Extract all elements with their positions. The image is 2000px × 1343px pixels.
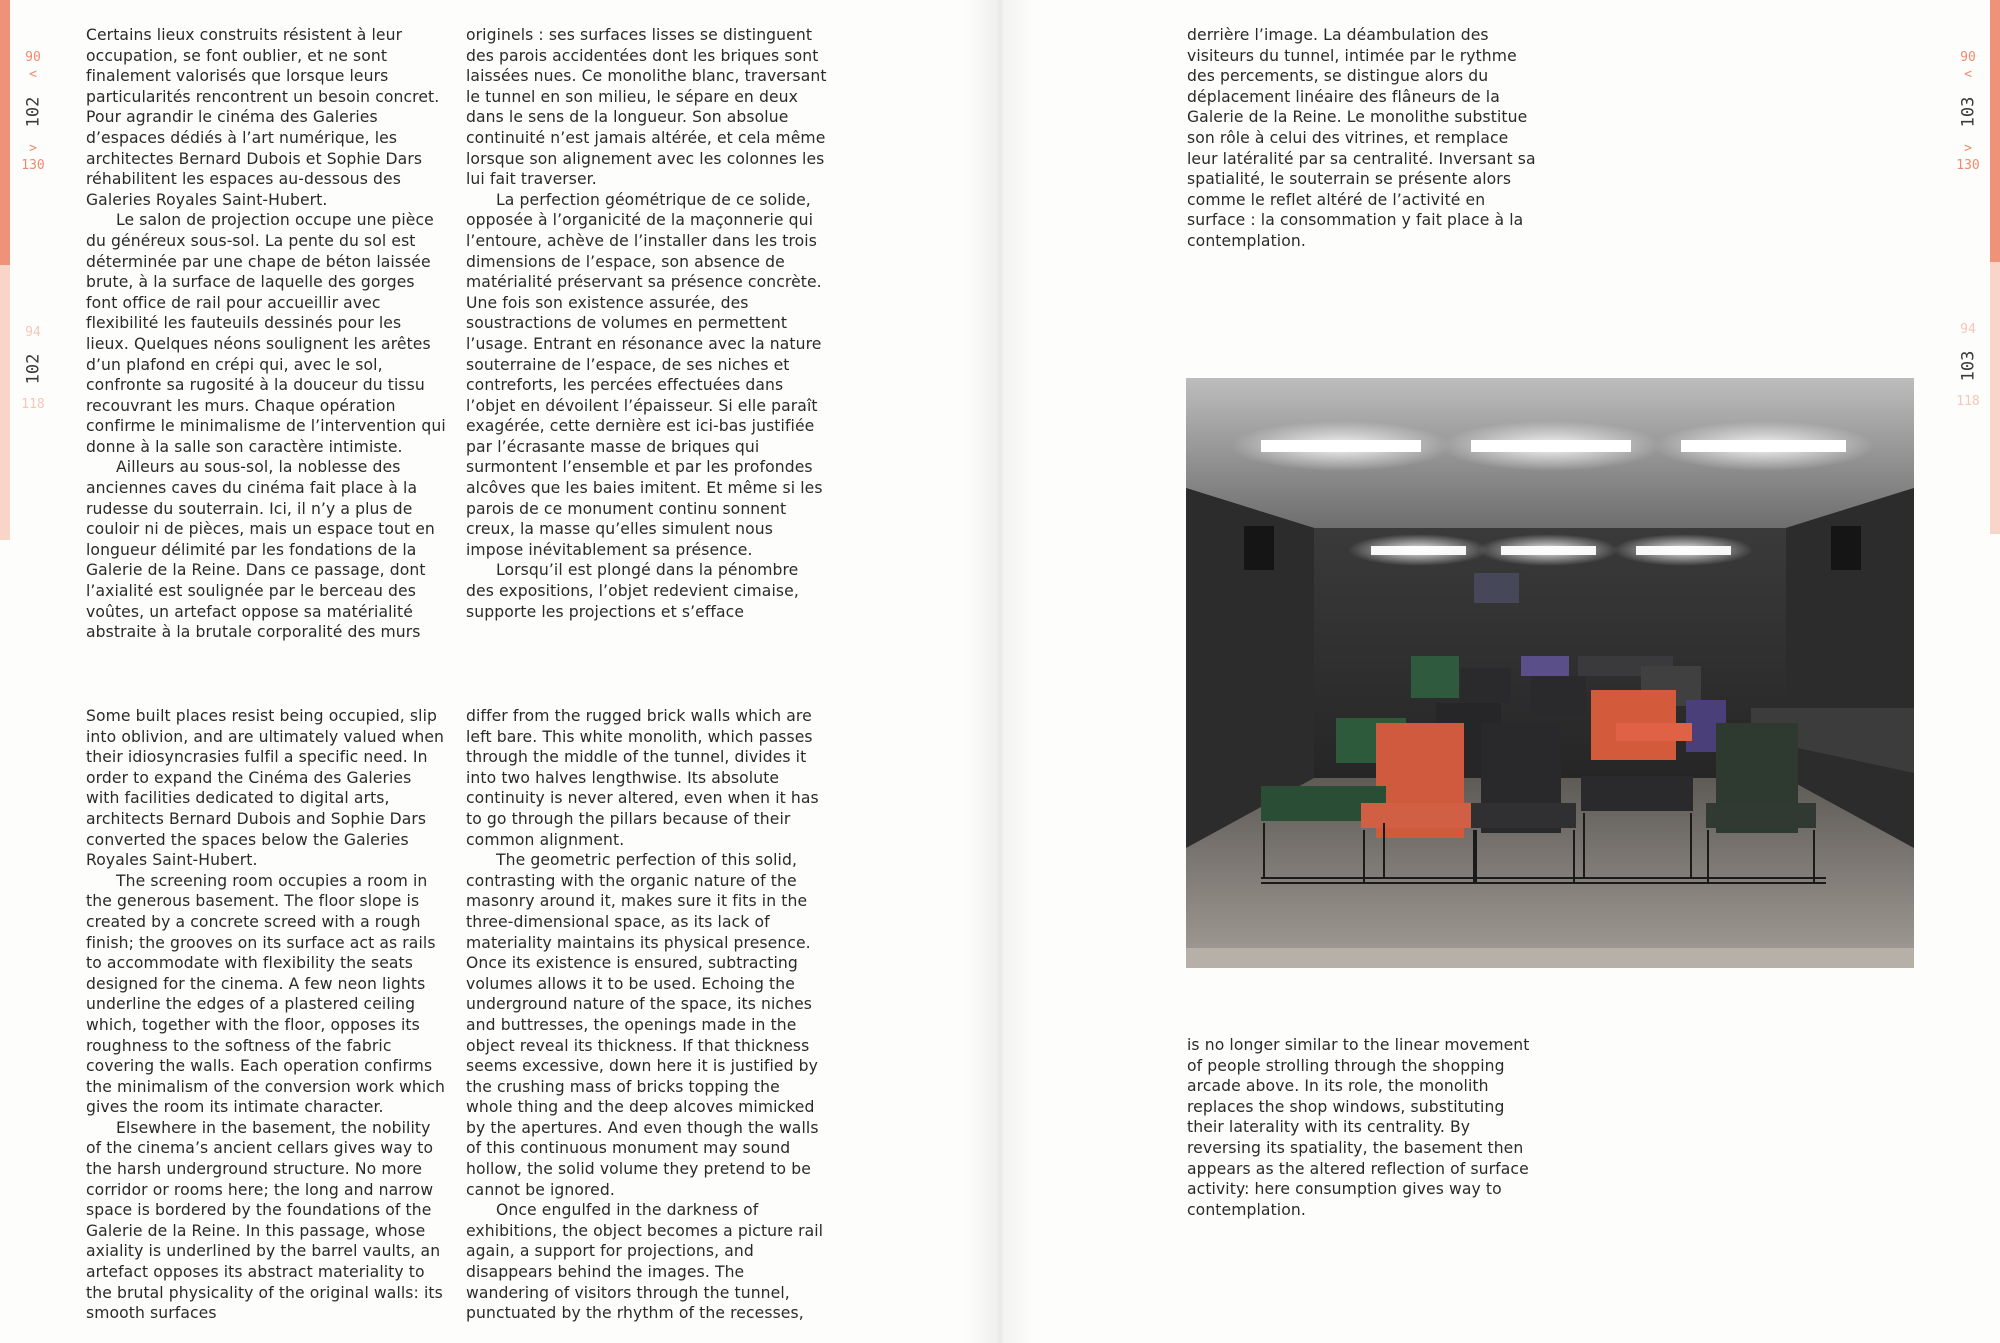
english-column-1 <box>86 706 446 1324</box>
folio-faint-prev: 94 <box>25 325 41 340</box>
paragraph: differ from the rugged brick walls which are left bare. This white monolith, which passes through the middle of the tunnel, divides it into two halves lengthwise. Its absolute continuity is never altered, even when it has to go through the pillars because of their common alignment. <box>466 707 819 849</box>
folio-faint-next: 118 <box>21 397 45 412</box>
folio-prev-arrow: < <box>29 67 37 82</box>
paragraph: The screening room occupies a room in the generous basement. The floor slope is created by a concrete screed with a rough finish; the grooves on its surface act as rails to accommodate with flexibility the seats designed for the cinema. A few neon lights underline the edges of a plastered ceiling which, together with the floor, opposes its roughness to the softness of the fabric covering the walls. Each operation confirms the minimalism of the conversion work which gives the room its intimate character. <box>86 871 445 1117</box>
folio-prev-page: 90 <box>1960 50 1976 65</box>
french-column-1 <box>86 25 446 643</box>
folio-next-arrow: > <box>1964 141 1972 156</box>
paragraph: originels : ses surfaces lisses se distinguent des parois accidentées dont les briques sont laissées nues. Ce monolithe blanc, traversant le tunnel en son milieu, le sépare en deux dans le sens de la longueur. Son absolue continuité n’est jamais altérée, et cela même lorsque son alignement avec les colonnes les lui fait traverser. <box>466 26 827 189</box>
folio-prev-page: 90 <box>25 50 41 65</box>
paragraph: Lorsqu’il est plongé dans la pénombre des expositions, l’objet redevient cimaise, supporte les projections et s’efface <box>466 561 799 621</box>
french-column-3 <box>1187 25 1537 252</box>
folio-next-arrow: > <box>29 141 37 156</box>
folio-current-page: 102 <box>23 96 43 128</box>
folio-faint-current: 102 <box>23 353 43 385</box>
folio-next-page: 130 <box>1956 158 1980 173</box>
right-folio-faint <box>1938 322 1998 410</box>
folio-faint-prev: 94 <box>1960 322 1976 337</box>
english-column-3 <box>1187 1035 1537 1220</box>
left-folio-nav <box>3 50 63 174</box>
paragraph: La perfection géométrique de ce solide, opposée à l’organicité de la maçonnerie qui l’entoure, achève de l’installer dans les trois dimensions de l’espace, son absence de matérialité préservant sa présence concrète. Une fois son existence assurée, des soustractions de volumes en permettent l’usage. Entrant en résonance avec la nature souterraine de l’espace, de ses niches et contreforts, les percées effectuées dans l’objet en dévoilent l’épaisseur. Si elle paraît exagérée, cette dernière est ici-bas justifiée par l’écrasante masse de briques qui surmontent l’ensemble et par les profondes alcôves que les baies imitent. Et même si les parois de ce monument continu sonnent creux, la masse qu’elles simulent nous impose inévitablement sa présence. <box>466 190 823 559</box>
paragraph: Once engulfed in the darkness of exhibitions, the object becomes a picture rail again, a support for projections, and disappears behind the images. The wandering of visitors through the tunnel, punctuated by the rhythm of the recesses, <box>466 1201 824 1323</box>
paragraph: The geometric perfection of this solid, contrasting with the organic nature of the masonry around it, makes sure it fits in the three-dimensional space, as its lack of materiality maintains its physical presence. Once its existence is ensured, subtracting volumes allows it to be used. Echoing the underground nature of the space, its niches and buttresses, the openings made in the object reveal its thickness. If that thickness seems excessive, down here it is justified by the crushing mass of bricks topping the whole thing and the deep alcoves mimicked by the apertures. And even though the walls of this continuous monument may sound hollow, the solid volume they pretend to be cannot be ignored. <box>466 851 819 1199</box>
folio-current-page: 103 <box>1958 96 1978 128</box>
paragraph: Le salon de projection occupe une pièce du généreux sous-sol. La pente du sol est déterminée par une chape de béton laissée brute, à la surface de laquelle des gorges font office de rail pour accueillir avec flexibilité les fauteuils dessinés pour les lieux. Quelques néons soulignent les arêtes d’un plafond en crépi qui, avec le sol, confronte sa rugosité à la douceur du tissu recouvrant les murs. Chaque opération confirme le minimalisme de l’intervention qui donne à la salle son caractère intimiste. <box>86 211 446 456</box>
folio-next-page: 130 <box>21 158 45 173</box>
paragraph: is no longer similar to the linear movement of people strolling through the shopping arcade above. In its role, the monolith replaces the shop windows, substituting their laterality with its centrality. By reversing its spatiality, the basement then appears as the altered reflection of surface activity: here consumption gives way to contemplation. <box>1187 1036 1530 1219</box>
screening-room-photo <box>1186 378 1914 968</box>
paragraph: Certains lieux construits résistent à leur occupation, se font oublier, et ne sont finalement valorisés que lorsque leurs particularités rencontrent un besoin concret. Pour agrandir le cinéma des Galeries d’espaces dédiés à l’art numérique, les architectes Bernard Dubois et Sophie Dars réhabilitent les espaces au-dessous des Galeries Royales Saint-Hubert. <box>86 26 440 209</box>
folio-faint-current: 103 <box>1958 350 1978 382</box>
paragraph: Ailleurs au sous-sol, la noblesse des anciennes caves du cinéma fait place à la rudesse du souterrain. Ici, il n’y a plus de couloir ni de pièces, mais un espace tout en longueur délimité par les fondations de la Galerie de la Reine. Dans ce passage, dont l’axialité est soulignée par le berceau des voûtes, un artefact oppose sa matérialité abstraite à la brutale corporalité des murs <box>86 458 435 642</box>
paragraph: Elsewhere in the basement, the nobility of the cinema’s ancient cellars gives way to the harsh underground structure. No more corridor or rooms here; the long and narrow space is bordered by the foundations of the Galerie de la Reine. In this passage, whose axiality is underlined by the barrel vaults, an artefact opposes its abstract materiality to the brutal physicality of the original walls: its smooth surfaces <box>86 1118 443 1323</box>
gutter-shadow <box>965 0 1035 1343</box>
french-column-2 <box>466 25 828 622</box>
left-folio-faint <box>3 325 63 413</box>
english-column-2 <box>466 706 828 1324</box>
folio-faint-next: 118 <box>1956 394 1980 409</box>
paragraph: Some built places resist being occupied, slip into oblivion, and are ultimately valued when their idiosyncrasies fulfil a specific need. In order to expand the Cinéma des Galeries with facilities dedicated to digital arts, architects Bernard Dubois and Sophie Dars converted the spaces below the Galeries Royales Saint-Hubert. <box>86 707 444 870</box>
paragraph: derrière l’image. La déambulation des visiteurs du tunnel, intimée par le rythme des percements, se distingue alors du déplacement linéaire des flâneurs de la Galerie de la Reine. Le monolithe substitue son rôle à celui des vitrines, et remplace leur latéralité par sa centralité. Inversant sa spatialité, le souterrain se présente alors comme le reflet altéré de l’activité en surface : la consommation y fait place à la contemplation. <box>1187 26 1536 250</box>
right-folio-nav <box>1938 50 1998 174</box>
folio-prev-arrow: < <box>1964 67 1972 82</box>
